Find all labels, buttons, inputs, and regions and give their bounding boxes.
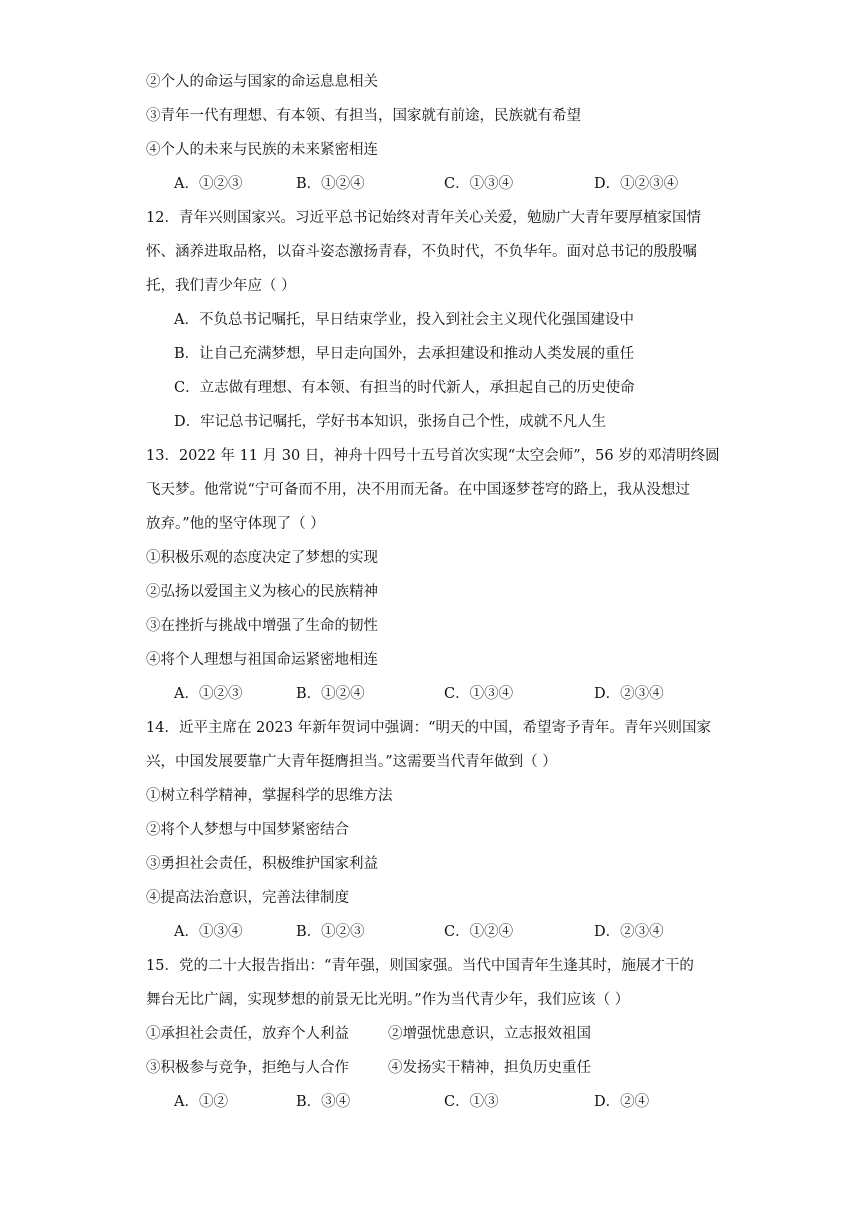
q13-option-a: A．①②③ <box>174 686 243 702</box>
q14-item-3: ③勇担社会责任，积极维护国家利益 <box>146 856 378 872</box>
q12-option-b: B．让自己充满梦想，早日走向国外，去承担建设和推动人类发展的重任 <box>174 346 635 362</box>
q15-option-a: A．①② <box>174 1094 228 1110</box>
q15-item-1: ①承担社会责任，放弃个人利益 <box>146 1026 349 1042</box>
q14-stem-line-2: 兴，中国发展要靠广大青年挺膺担当。”这需要当代青年做到（ ） <box>146 754 557 770</box>
q15-option-d: D．②④ <box>594 1094 650 1110</box>
q14-item-4: ④提高法治意识，完善法律制度 <box>146 890 349 906</box>
q13-item-4: ④将个人理想与祖国命运紧密地相连 <box>146 652 378 668</box>
q14-option-c: C．①②④ <box>444 924 514 940</box>
q11-option-a: A．①②③ <box>174 176 243 192</box>
q15-stem-line-2: 舞台无比广阔，实现梦想的前景无比光明。”作为当代青少年，我们应该（ ） <box>146 992 630 1008</box>
q11-option-c: C．①③④ <box>444 176 514 192</box>
q12-stem-line-3: 托，我们青少年应（ ） <box>146 278 296 294</box>
q13-option-b: B．①②④ <box>296 686 365 702</box>
q14-option-d: D．②③④ <box>594 924 664 940</box>
q15-stem-line-1: 15．党的二十大报告指出：“青年强，则国家强。当代中国青年生逢其时，施展才干的 <box>146 958 694 974</box>
q15-option-c: C．①③ <box>444 1094 499 1110</box>
q13-stem-line-3: 放弃。”他的坚守体现了（ ） <box>146 516 325 532</box>
q14-option-b: B．①②③ <box>296 924 365 940</box>
q11-item-3: ③青年一代有理想、有本领、有担当，国家就有前途，民族就有希望 <box>146 108 581 124</box>
q13-stem-line-2: 飞天梦。他常说“宁可备而不用，决不用而无备。在中国逐梦苍穹的路上，我从没想过 <box>146 482 690 498</box>
q11-option-b: B．①②④ <box>296 176 365 192</box>
q12-option-d: D．牢记总书记嘱托，学好书本知识，张扬自己个性，成就不凡人生 <box>174 414 607 430</box>
q12-option-c: C．立志做有理想、有本领、有担当的时代新人，承担起自己的历史使命 <box>174 380 635 396</box>
q13-item-2: ②弘扬以爱国主义为核心的民族精神 <box>146 584 378 600</box>
q14-stem-line-1: 14．近平主席在 2023 年新年贺词中强调：“明天的中国，希望寄予青年。青年兴则国家 <box>146 720 711 736</box>
q11-item-2: ②个人的命运与国家的命运息息相关 <box>146 74 378 90</box>
q12-option-a: A．不负总书记嘱托，早日结束学业，投入到社会主义现代化强国建设中 <box>174 312 634 328</box>
q14-option-a: A．①③④ <box>174 924 243 940</box>
q13-option-d: D．②③④ <box>594 686 664 702</box>
q11-option-d: D．①②③④ <box>594 176 679 192</box>
q12-stem-line-1: 12．青年兴则国家兴。习近平总书记始终对青年关心关爱，勉励广大青年要厚植家国情 <box>146 210 701 226</box>
q15-option-b: B．③④ <box>296 1094 351 1110</box>
q12-stem-line-2: 怀、涵养进取品格，以奋斗姿态激扬青春，不负时代，不负华年。面对总书记的殷殷嘱 <box>146 244 697 260</box>
q14-item-2: ②将个人梦想与中国梦紧密结合 <box>146 822 349 838</box>
q15-item-3: ③积极参与竞争，拒绝与人合作 <box>146 1060 349 1076</box>
q11-item-4: ④个人的未来与民族的未来紧密相连 <box>146 142 378 158</box>
q13-stem-line-1: 13．2022 年 11 月 30 日，神舟十四号十五号首次实现“太空会师”，56 岁的邓清明终圆 <box>146 448 720 464</box>
q14-item-1: ①树立科学精神，掌握科学的思维方法 <box>146 788 393 804</box>
q13-item-1: ①积极乐观的态度决定了梦想的实现 <box>146 550 378 566</box>
q15-item-4: ④发扬实干精神，担负历史重任 <box>388 1060 591 1076</box>
q13-item-3: ③在挫折与挑战中增强了生命的韧性 <box>146 618 378 634</box>
q13-option-c: C．①③④ <box>444 686 514 702</box>
q15-item-2: ②增强忧患意识，立志报效祖国 <box>388 1026 591 1042</box>
